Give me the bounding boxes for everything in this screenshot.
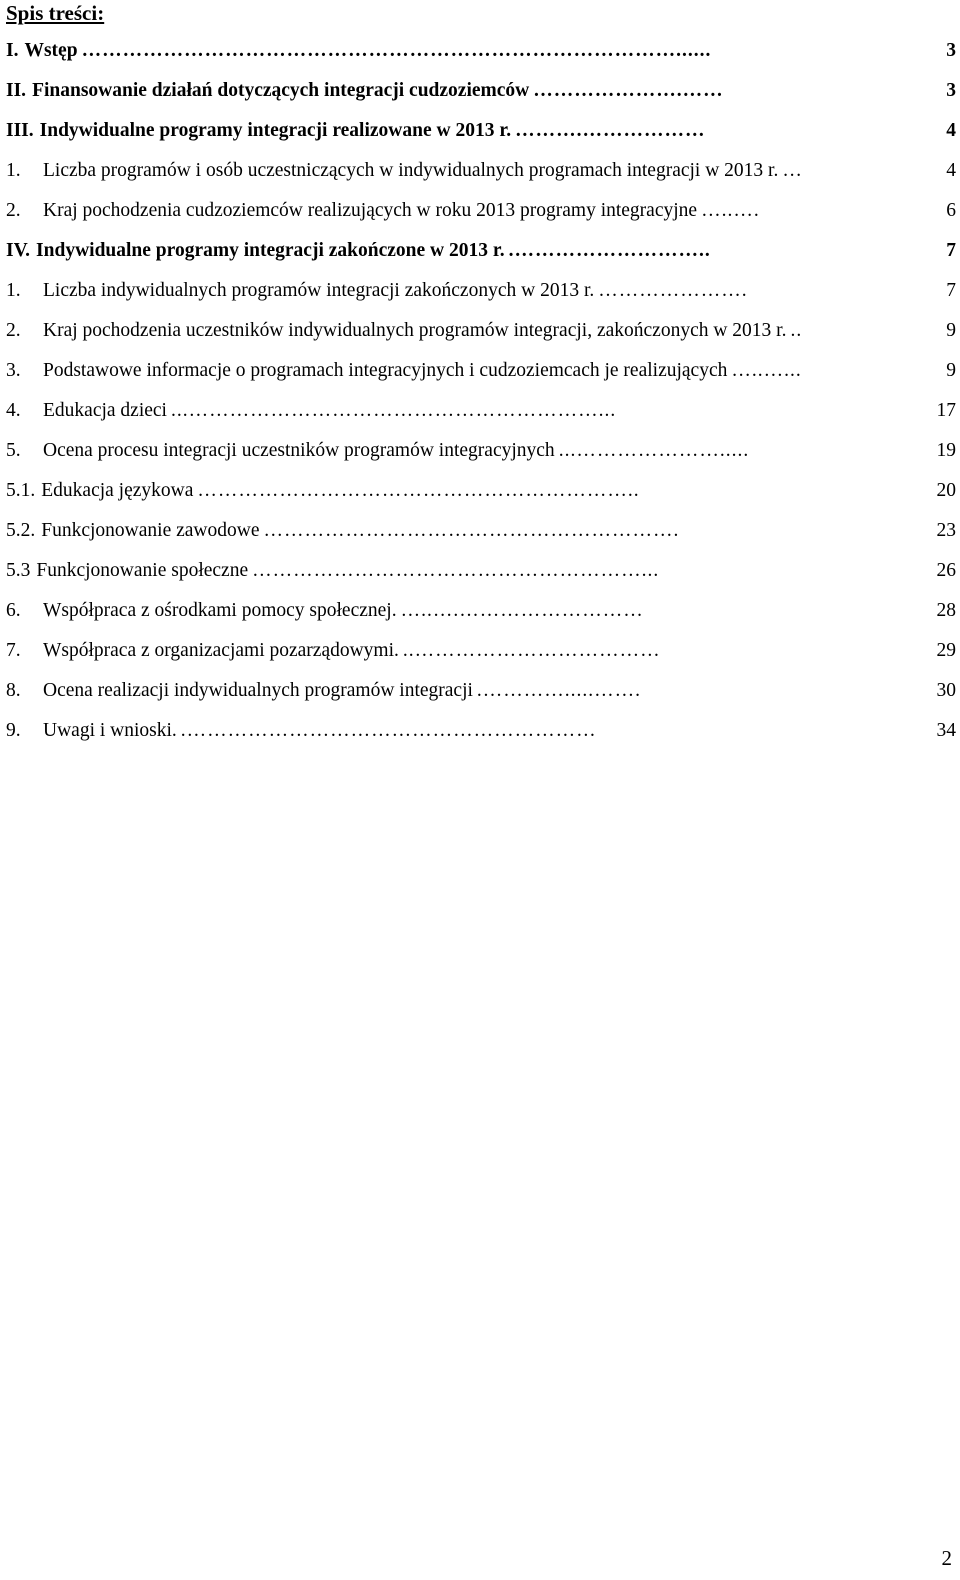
toc-entry-page: 28 xyxy=(936,600,956,621)
toc-entry-number: 4. xyxy=(6,400,21,421)
toc-entry-title: Indywidualne programy integracji zakończone w 2013 r. xyxy=(36,240,505,261)
toc-entry-number: 5. xyxy=(6,440,21,461)
toc-entry-page: 9 xyxy=(946,360,956,381)
toc-entry[interactable] xyxy=(0,356,958,386)
toc-entry-title: Uwagi i wnioski. xyxy=(43,720,177,741)
toc-entry-title: Edukacja językowa xyxy=(41,480,194,501)
toc-entry[interactable] xyxy=(0,156,958,186)
toc-entry-leader: …..….……………………… xyxy=(400,600,644,621)
toc-entry-leader: ..……………………………… xyxy=(402,640,661,661)
toc-entry[interactable] xyxy=(0,476,958,506)
toc-entry-leader: ……………………………………………………………………………...... xyxy=(81,40,712,61)
toc-entry-title: Kraj pochodzenia uczestników indywidualnych programów integracji, zakończonych w 2013 r. xyxy=(43,320,787,341)
toc-entry-number: 5.1. xyxy=(6,480,36,501)
toc-entry-title: Podstawowe informacje o programach integracyjnych i cudzoziemcach je realizujących xyxy=(43,360,728,381)
toc-entry-leader: .……………………….. xyxy=(508,240,711,261)
toc-entry-number: II. xyxy=(6,80,27,101)
toc-entry[interactable] xyxy=(0,436,958,466)
toc-entry[interactable] xyxy=(0,236,958,266)
toc-entry-page: 17 xyxy=(936,400,956,421)
toc-entry[interactable] xyxy=(0,596,958,626)
toc-entry[interactable] xyxy=(0,36,958,66)
toc-entry-number: 7. xyxy=(6,640,21,661)
toc-entry-page: 3 xyxy=(946,80,956,101)
toc-entry[interactable] xyxy=(0,556,958,586)
toc-entry-title: Ocena realizacji indywidualnych programów integracji xyxy=(43,680,473,701)
toc-entry[interactable] xyxy=(0,76,958,106)
toc-entry-number: 6. xyxy=(6,600,21,621)
toc-entry-title: Edukacja dzieci xyxy=(43,400,167,421)
toc-entry-number: III. xyxy=(6,120,34,141)
toc-entry-number: 3. xyxy=(6,360,21,381)
toc-entry[interactable] xyxy=(0,316,958,346)
toc-entry-number: 2. xyxy=(6,200,21,221)
toc-entry[interactable] xyxy=(0,636,958,666)
toc-entry-leader: … xyxy=(782,160,803,181)
toc-entry-title: Współpraca z ośrodkami pomocy społecznej. xyxy=(43,600,397,621)
toc-entry-leader: …………………. xyxy=(598,280,748,301)
toc-entry-leader: ………………….…… xyxy=(533,80,724,101)
toc-entry[interactable] xyxy=(0,516,958,546)
toc-entry-leader: .. xyxy=(790,320,803,341)
toc-entry-number: 1. xyxy=(6,160,21,181)
toc-entry-page: 19 xyxy=(936,440,956,461)
toc-entry-page: 4 xyxy=(946,160,956,181)
toc-entry-leader: .………….....……. xyxy=(476,680,642,701)
toc-entry-leader: ……….……………… xyxy=(515,120,706,141)
toc-entry-number: 8. xyxy=(6,680,21,701)
toc-entry[interactable] xyxy=(0,116,958,146)
toc-entry-title: Liczba programów i osób uczestniczących w indywidualnych programach integracji w 2013 r. xyxy=(43,160,779,181)
toc-entry-page: 30 xyxy=(936,680,956,701)
toc-entry[interactable] xyxy=(0,396,958,426)
toc-entry[interactable] xyxy=(0,716,958,746)
toc-entry-title: Kraj pochodzenia cudzoziemców realizujących w roku 2013 programy integracyjne xyxy=(43,200,698,221)
toc-entry-leader: ……………………………………………………. xyxy=(263,520,680,541)
toc-entry-number: 9. xyxy=(6,720,21,741)
toc-entry-page: 7 xyxy=(946,280,956,301)
toc-entry-leader: ...…………………..... xyxy=(558,440,750,461)
toc-entry[interactable] xyxy=(0,196,958,226)
toc-entry-page: 29 xyxy=(936,640,956,661)
page-number: 2 xyxy=(941,1546,952,1570)
toc-entry-title: Finansowanie działań dotyczących integracji cudzoziemców xyxy=(32,80,530,101)
toc-entry-leader: …..…... xyxy=(731,360,802,381)
toc-entry-leader: .…………………………………………………… xyxy=(180,720,597,741)
toc-entry-page: 7 xyxy=(946,240,956,261)
toc-entry-page: 6 xyxy=(946,200,956,221)
toc-entry-leader: …..…. xyxy=(701,200,760,221)
toc-entry-title: Liczba indywidualnych programów integracji zakończonych w 2013 r. xyxy=(43,280,595,301)
toc-entry-number: 5.2. xyxy=(6,520,36,541)
toc-entry-number: 1. xyxy=(6,280,21,301)
toc-entry-number: I. xyxy=(6,40,19,61)
toc-entry-number: IV. xyxy=(6,240,31,261)
toc-entry-page: 4 xyxy=(946,120,956,141)
toc-entry-number: 2. xyxy=(6,320,21,341)
toc-entry-number: 5.3 xyxy=(6,560,31,581)
toc-entry-title: Funkcjonowanie zawodowe xyxy=(41,520,260,541)
toc-entry-page: 20 xyxy=(936,480,956,501)
toc-entry-title: Indywidualne programy integracji realizowane w 2013 r. xyxy=(39,120,512,141)
toc-entry-title: Ocena procesu integracji uczestników programów integracyjnych xyxy=(43,440,555,461)
toc-entry[interactable] xyxy=(0,676,958,706)
toc-entry-page: 26 xyxy=(936,560,956,581)
toc-entry[interactable] xyxy=(0,276,958,306)
toc-entry-leader: ...……………………………………………………... xyxy=(170,400,617,421)
toc-heading: Spis treści: xyxy=(6,1,105,25)
toc-entry-page: 9 xyxy=(946,320,956,341)
toc-entry-title: Współpraca z organizacjami pozarządowymi. xyxy=(43,640,399,661)
toc-entry-leader: …………………………………………………... xyxy=(252,560,660,581)
toc-entry-page: 3 xyxy=(946,40,956,61)
toc-entry-page: 34 xyxy=(936,720,956,741)
toc-entry-page: 23 xyxy=(936,520,956,541)
toc-entry-title: Funkcjonowanie społeczne xyxy=(36,560,249,581)
toc-entry-leader: ……………………………………………………….. xyxy=(197,480,640,501)
toc-entry-title: Wstęp xyxy=(24,40,78,61)
